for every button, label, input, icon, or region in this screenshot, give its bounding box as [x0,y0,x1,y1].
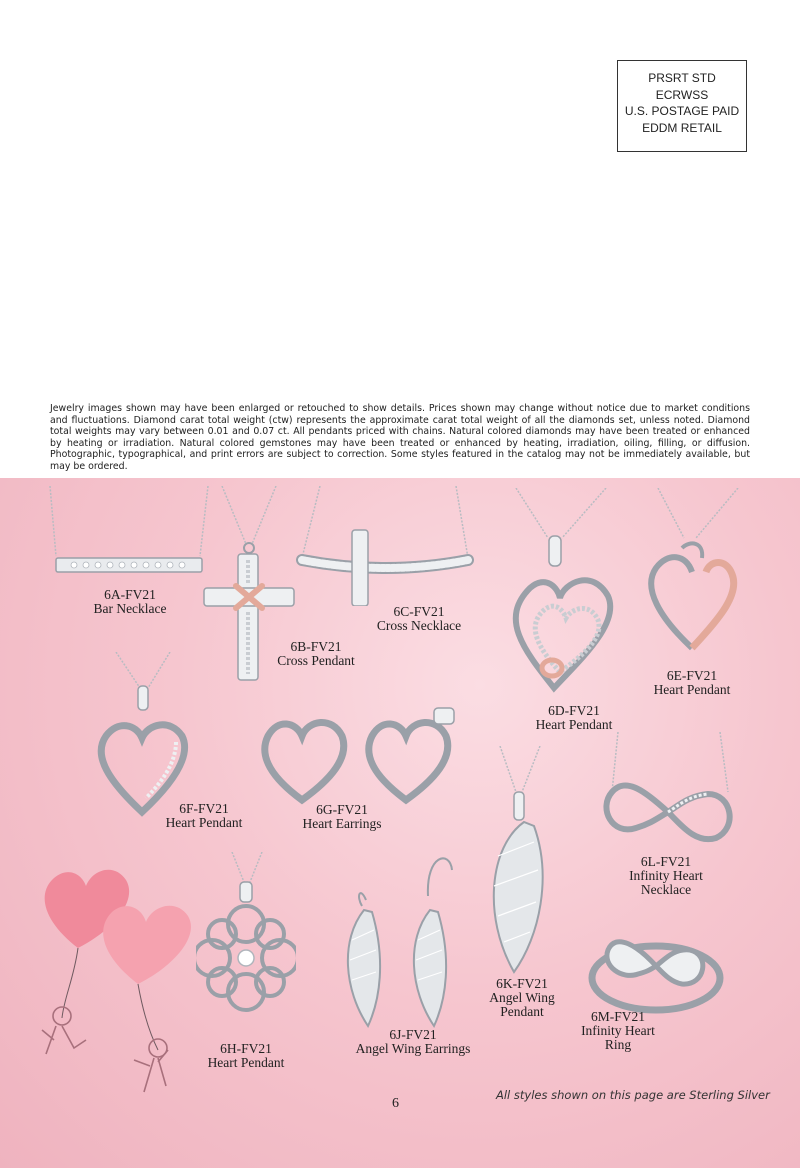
bar-necklace-image [44,486,214,586]
product-name-line: Infinity Heart [581,1023,655,1038]
product-name: Angel Wing Earrings [355,1041,471,1056]
product-name-line: Pendant [500,1004,544,1019]
product-code: 6H-FV21 [220,1041,272,1056]
product-name-line: Ring [604,1037,632,1052]
product-name: Heart Pendant [653,682,731,697]
product-label-6m [562,1010,674,1052]
product-label-6k [470,977,574,1019]
product-label-6b [262,640,370,668]
product-name: Heart Earrings [302,816,382,831]
product-name-line: Angel Wing [489,990,555,1005]
postage-line: EDDM RETAIL [642,120,722,135]
product-code: 6L-FV21 [640,854,692,869]
product-code: 6A-FV21 [104,587,156,602]
product-code: 6K-FV21 [496,976,548,991]
product-code: 6C-FV21 [393,604,445,619]
product-code: 6M-FV21 [590,1009,645,1024]
angel-wing-pendant-image [484,746,554,976]
postage-line: ECRWSS [655,87,709,102]
product-name: Cross Pendant [277,653,355,668]
product-name: Heart Pendant [165,815,243,830]
product-name-line: Infinity Heart [629,868,703,883]
product-label-6f [148,802,260,830]
product-label-6a [74,588,186,616]
product-label-6c [362,605,476,633]
postage-indicia [617,60,747,152]
product-name: Bar Necklace [93,601,167,616]
product-code: 6G-FV21 [316,802,368,817]
angel-wing-earrings-image [340,850,470,1030]
product-label-6j [340,1028,486,1056]
product-label-6g [286,803,398,831]
swirl-heart-pendant-image [640,488,750,658]
cross-necklace-image [296,486,476,606]
open-heart-pendant-image [90,652,200,822]
product-name: Heart Pendant [207,1055,285,1070]
sterling-silver-note: All styles shown on this page are Sterling Silver [496,1088,770,1102]
product-code: 6F-FV21 [179,801,229,816]
infinity-heart-ring-image [586,910,726,1020]
double-heart-pendant-image [502,488,622,698]
product-code: 6B-FV21 [290,639,342,654]
infinity-heart-necklace-image [596,732,742,852]
child-figure-icon [40,1000,180,1100]
product-label-6l [610,855,722,897]
product-label-6d [518,704,630,732]
product-label-6h [190,1042,302,1070]
postage-line: PRSRT STD [648,71,716,85]
product-code: 6J-FV21 [389,1027,437,1042]
product-code: 6E-FV21 [666,668,718,683]
postage-line: U.S. POSTAGE PAID [624,104,740,118]
product-code: 6D-FV21 [548,703,600,718]
product-name: Cross Necklace [376,618,462,633]
page-number: 6 [392,1096,399,1111]
product-name: Heart Pendant [535,717,613,732]
product-name-line: Necklace [640,882,692,897]
disclaimer-text: Jewelry images shown may have been enlarged or retouched to show details. Prices shown may change without notice due to market conditions and fluctuations. Diamond carat total weight (ctw) represents the approximate carat total weight of all the diamonds set, unless noted. Diamond total weights may vary between 0.01 and 0.07 ct. All pendants priced with chains. Natural colored diamonds may have been treated or enhanced by heating or irradiation. Natural colored gemstones may have been treated or enhanced by heating, irradiation, oiling, filling, or diffusion. Photographic, typographical, and print errors are subject to correction. Some styles featured in the catalog may not be immediately available, but may be ordered. [50,403,750,472]
heart-earrings-image [256,706,462,806]
product-label-6e [636,669,748,697]
clover-heart-pendant-image [196,852,296,1032]
